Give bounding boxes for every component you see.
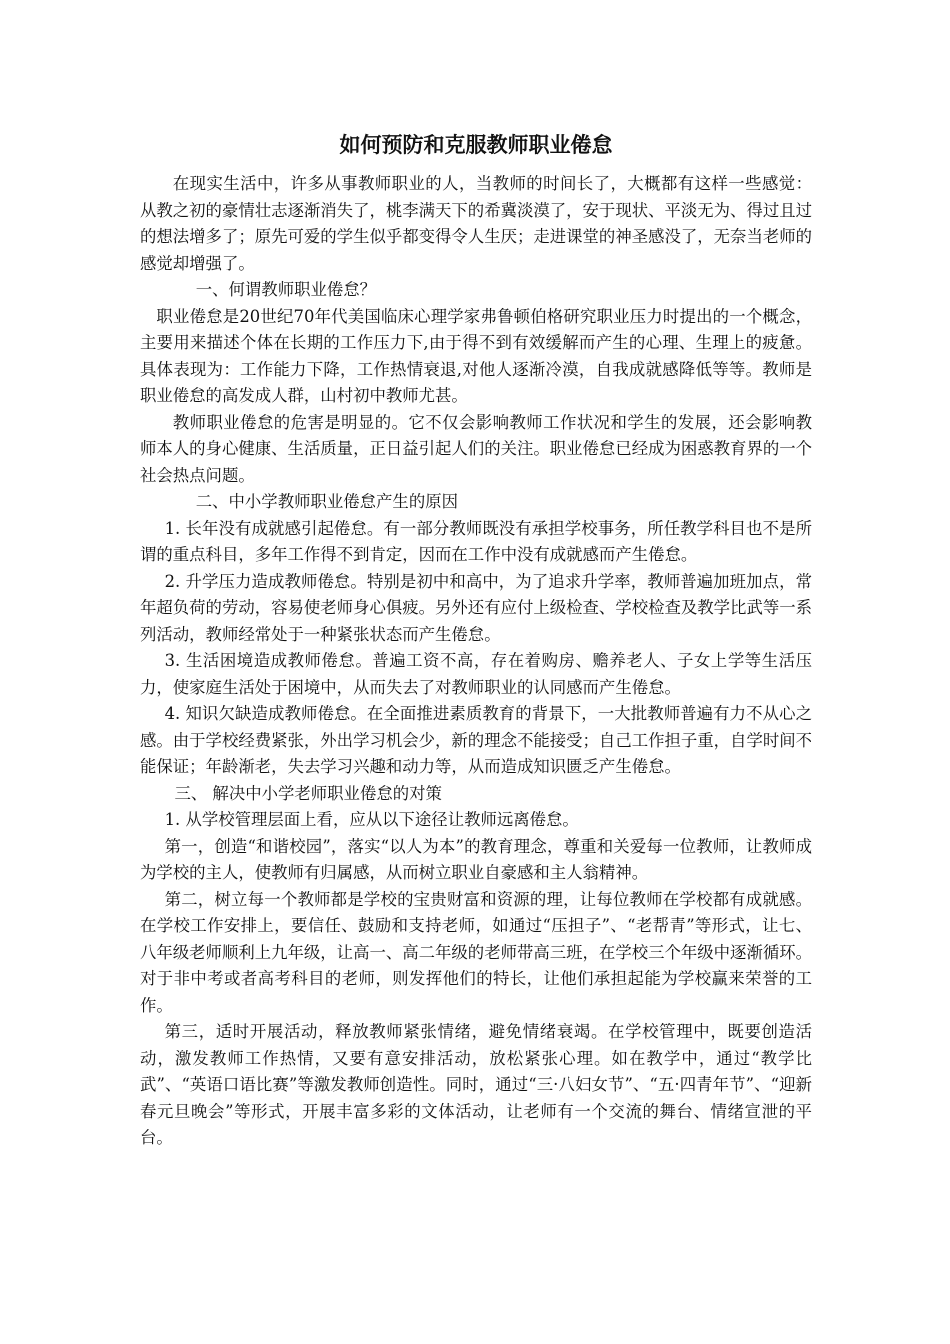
intro-paragraph: 在现实生活中，许多从事教师职业的人，当教师的时间长了，大概都有这样一些感觉：从教之初的豪情壮志逐渐消失了，桃李满天下的希冀淡漠了，安于现状、平淡无为、得过且过的想法增多了；原先可爱的学生似乎都变得令人生厌；走进课堂的神圣感没了，无奈当老师的感觉却增强了。 <box>140 174 813 273</box>
harm-paragraph: 教师职业倦怠的危害是明显的。它不仅会影响教师工作状况和学生的发展，还会影响教师本人的身心健康、生活质量，正日益引起人们的关注。职业倦怠已经成为困惑教育界的一个社会热点问题。 <box>140 412 813 485</box>
measure-heading-1: 1. 从学校管理层面上看，应从以下途径让教师远离倦怠。 <box>164 810 579 829</box>
cause-item-4: 4. 知识欠缺造成教师倦怠。在全面推进素质教育的背景下，一大批教师普遍有力不从心之感。由于学校经费紧张，外出学习机会少，新的理念不能接受；自己工作担子重，自学时间不能保证；年龄渐老，失去学习兴趣和动力等，从而造成知识匮乏产生倦怠。 <box>140 704 813 776</box>
document-title: 如何预防和克服教师职业倦怠 <box>339 133 613 157</box>
document-page <box>140 130 812 1152</box>
section-heading-2: 二、中小学教师职业倦怠产生的原因 <box>195 492 458 511</box>
section-heading-1: 一、何谓教师职业倦怠？ <box>195 280 377 299</box>
measure-paragraph-second: 第二，树立每一个教师都是学校的宝贵财富和资源的理，让每位教师在学校都有成就感。在学校工作安排上，要信任、鼓励和支持老师，如通过“压担子”、“老帮青”等形式，让七、八年级老师顺利上九年级，让高一、高二年级的老师带高三班，在学校三个年级中逐渐循环。对于非中考或者高考科目的老师，则发挥他们的特长，让他们承担起能为学校赢来荣誉的工作。 <box>140 889 813 1015</box>
section-heading-3: 三、 解决中小学老师职业倦怠的对策 <box>174 783 442 803</box>
cause-item-3: 3. 生活困境造成教师倦怠。普遍工资不高，存在着购房、赡养老人、子女上学等生活压力，使家庭生活处于困境中，从而失去了对教师职业的认同感而产生倦怠。 <box>140 651 812 697</box>
measure-paragraph-first: 第一，创造“和谐校园”，落实“以人为本”的教育理念，尊重和关爱每一位教师，让教师成为学校的主人，使教师有归属感，从而树立职业自豪感和主人翁精神。 <box>140 836 812 882</box>
definition-paragraph: 职业倦怠是20世纪70年代美国临床心理学家弗鲁顿伯格研究职业压力时提出的一个概念，主要用来描述个体在长期的工作压力下,由于得不到有效缓解而产生的心理、生理上的疲惫。具体表现为：工作能力下降，工作热情衰退,对他人逐渐冷漠，自我成就感降低等等。教师是职业倦怠的高发成人群，山村初中教师尤甚。 <box>140 306 812 405</box>
cause-item-2: 2. 升学压力造成教师倦怠。特别是初中和高中，为了追求升学率，教师普遍加班加点，常年超负荷的劳动，容易使老师身心俱疲。另外还有应付上级检查、学校检查及教学比武等一系列活动，教师经常处于一种紧张状态而产生倦怠。 <box>140 571 813 644</box>
measure-paragraph-third: 第三，适时开展活动，释放教师紧张情绪，避免情绪衰竭。在学校管理中，既要创造活动，激发教师工作热情，又要有意安排活动，放松紧张心理。如在教学中，通过“教学比武”、“英语口语比赛”等激发教师创造性。同时，通过“三·八妇女节”、“五·四青年节”、“迎新春元旦晚会”等形式，开展丰富多彩的文体活动，让老师有一个交流的舞台、情绪宣泄的平台。 <box>140 1022 812 1147</box>
cause-item-1: 1. 长年没有成就感引起倦怠。有一部分教师既没有承担学校事务，所任教学科目也不是所谓的重点科目，多年工作得不到肯定，因而在工作中没有成就感而产生倦怠。 <box>140 518 812 564</box>
